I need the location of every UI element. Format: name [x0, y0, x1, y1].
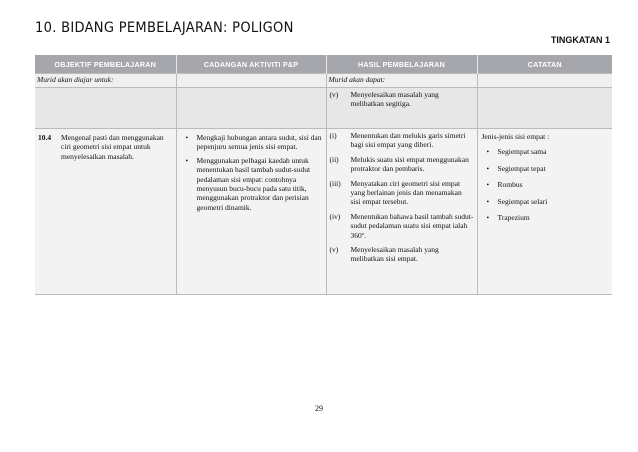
table-row [35, 129, 612, 295]
outcome-item [330, 212, 474, 240]
table-cell [326, 88, 477, 129]
outcome-item [330, 131, 474, 150]
list-item: • Segiempat sama [498, 147, 605, 156]
list-item: • Segiempat selari [498, 197, 605, 206]
form-level-label: TINGKATAN 1 [550, 35, 610, 45]
table-cell [176, 74, 326, 88]
objective-number: 10.4 [38, 133, 52, 142]
column-header: CADANGAN AKTIVITI P&P [176, 55, 326, 74]
table-header-row [35, 55, 612, 74]
outcome-text: Menyelesaikan masalah yang melibatkan segitiga. [350, 90, 439, 109]
activity-item: • Menggunakan pelbagai kaedah untuk menentukan hasil tambah sudut-sudut pedalaman sisi empat: contohnya menyusun bucu-bucu pada satu titik, menggunakan protraktor dan perisian geometri dinamik. [197, 156, 322, 212]
table-cell [477, 129, 612, 295]
outcome-text: Menentukan bahawa hasil tambah sudut-sudut pedalaman suatu sisi empat ialah 360º. [350, 211, 474, 240]
quadrilateral-type-list [482, 141, 609, 222]
table-cell [326, 129, 477, 295]
table-cell [477, 74, 612, 88]
activity-item: • Mengkaji hubungan antara sudut, sisi dan pepenjuru semua jenis sisi empat. [197, 133, 322, 152]
outcome-text: Menyelesaikan masalah yang melibatkan sisi empat. [350, 245, 439, 264]
page-number: 29 [315, 404, 323, 413]
column-header: CATATAN [477, 55, 612, 74]
outcome-text: Melukis suatu sisi empat menggunakan protraktor dan pembaris. [350, 154, 469, 174]
list-item: • Trapezium [498, 213, 605, 222]
activity-list [177, 129, 326, 212]
table-row [35, 88, 612, 129]
intro-left: Murid akan diajar untuk: [35, 74, 176, 88]
notes-title: Jenis-jenis sisi empat : [481, 132, 550, 141]
table-cell [35, 88, 176, 129]
table-cell [35, 129, 176, 295]
page-title: 10. BIDANG PEMBELAJARAN: POLIGON [35, 20, 294, 36]
outcome-item [330, 90, 474, 109]
list-item: • Segiempat tepat [498, 164, 605, 173]
outcome-text: Menentukan dan melukis garis simetri bagi sisi empat yang diberi. [350, 131, 466, 150]
objective-text: Mengenal pasti dan menggunakan ciri geometri sisi empat untuk menyelesaikan masalah. [61, 133, 164, 161]
outcome-list [327, 129, 477, 264]
outcome-number: (v) [329, 90, 339, 99]
notes [478, 129, 613, 232]
outcome-number: (iv) [329, 211, 341, 221]
table-cell [477, 88, 612, 129]
outcome-item [330, 179, 474, 207]
column-header: HASIL PEMBELAJARAN [326, 55, 477, 74]
outcome-item [330, 155, 474, 174]
outcome-number: (v) [329, 245, 339, 255]
outcome-number: (iii) [329, 178, 341, 188]
column-header: OBJEKTIF PEMBELAJARAN [35, 55, 176, 74]
list-item: • Rombus [498, 180, 605, 189]
outcome-number: (i) [329, 131, 337, 140]
curriculum-table [35, 55, 612, 295]
intro-right: Murid akan dapat: [326, 74, 477, 88]
outcome-number: (ii) [329, 154, 339, 164]
table-row [35, 74, 612, 88]
table-cell [176, 129, 326, 295]
outcome-item [330, 245, 474, 264]
outcome-text: Menyatakan ciri geometri sisi empat yang berlainan jenis dan menamakan sisi empat tersebut. [350, 178, 462, 207]
learning-objective [35, 129, 176, 165]
table-cell [176, 88, 326, 129]
